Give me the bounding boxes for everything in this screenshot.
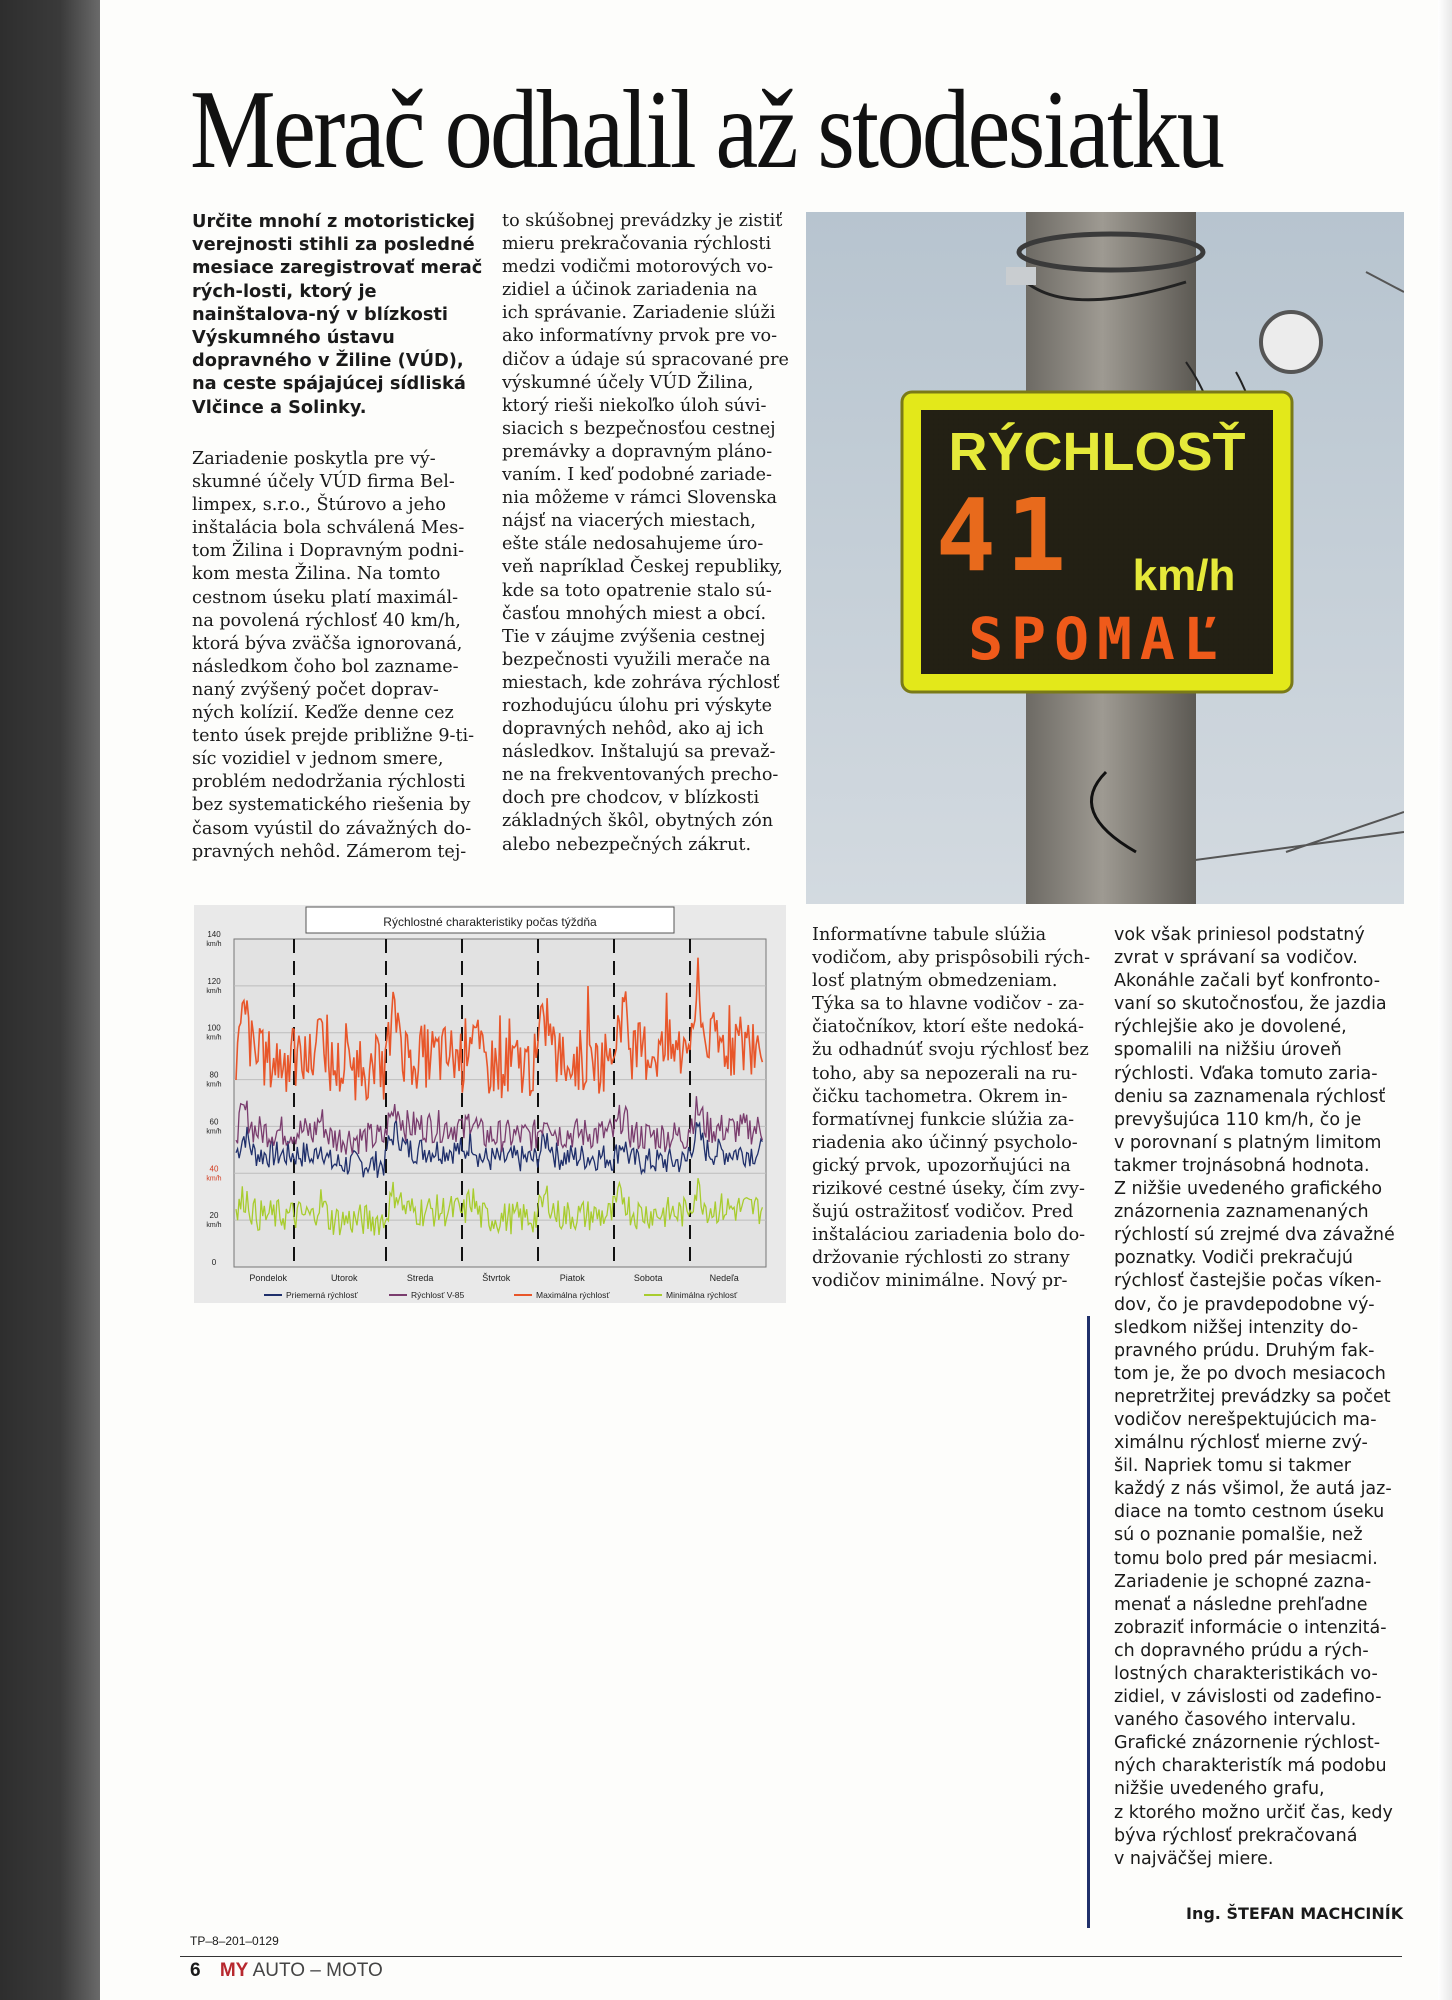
text-line: Akonáhle začali byť konfronto- <box>1114 971 1381 992</box>
chart-svg <box>194 905 786 1303</box>
text-line: čičku tachometra. Okrem in- <box>812 1086 1068 1107</box>
text-line: losť platným obmedzeniam. <box>812 971 1058 992</box>
page-number: 6 <box>190 1960 201 1981</box>
text-line: doch pre chodcov, v blízkosti <box>502 788 760 809</box>
text-line: v najväčšej miere. <box>1114 1848 1274 1869</box>
text-line: diace na tomto cestnom úseku <box>1114 1502 1385 1523</box>
text-line: dov, čo je pravdepodobne vý- <box>1114 1294 1375 1315</box>
article-code: TP–8–201–0129 <box>190 1934 279 1948</box>
text-line: výskumné účely VÚD Žilina, <box>502 372 754 393</box>
text-line: ných charakteristík má podobu <box>1114 1756 1387 1777</box>
text-line: alebo nebezpečných zákrut. <box>502 834 752 855</box>
text-line: veň napríklad Českej republiky, <box>502 557 783 578</box>
x-tick-label: Streda <box>406 1273 434 1283</box>
footer-rule <box>180 1956 1402 1957</box>
text-line: vodičov minimálne. Nový pr- <box>812 1271 1068 1292</box>
text-line: dopravných nehôd, ako aj ich <box>502 719 764 740</box>
y-tick-unit: km/h <box>206 1222 222 1230</box>
text-line: kom mesta Žilina. Na tomto <box>192 564 441 585</box>
text-line: prevyšujúca 110 km/h, čo je <box>1114 1109 1362 1130</box>
x-tick-label: Sobota <box>633 1273 663 1283</box>
headline: Merač odhalil až stodesiatku <box>190 68 1223 192</box>
text-line: tomu bolo pred pár mesiacmi. <box>1114 1548 1378 1569</box>
text-line: zobraziť informácie o intenzitá- <box>1114 1617 1387 1638</box>
text-line: ximálnu rýchlosť mierne zvý- <box>1114 1433 1368 1454</box>
text-line: bez systematického riešenia by <box>192 795 471 816</box>
text-line: medzi vodičmi motorových vo- <box>502 257 774 278</box>
text-line: zidiel, v závislosti od zadefino- <box>1114 1687 1382 1708</box>
text-line: Grafické znázornenie rýchlost- <box>1114 1733 1381 1754</box>
y-tick-unit: km/h <box>206 941 222 948</box>
text-line: Tie v záujme zvýšenia cestnej <box>502 626 766 647</box>
text-line: dičov a údaje sú spracované pre <box>502 349 789 370</box>
sign-title: RÝCHLOSŤ <box>948 422 1246 482</box>
text-line: limpex, s.r.o., Štúrovo a jeho <box>192 495 446 516</box>
text-line: žu odhadnúť svoju rýchlosť bez <box>812 1040 1089 1061</box>
text-line: sledkom nižšej intenzity do- <box>1114 1317 1359 1338</box>
text-line: ktorá býva zväčša ignorovaná, <box>192 633 463 654</box>
text-line: na povolená rýchlosť 40 km/h, <box>192 610 461 631</box>
column-4 <box>1114 924 1414 1871</box>
text-line: rýchlosti. Vďaka tomuto zaria- <box>1114 1063 1378 1084</box>
text-line: to skúšobnej prevádzky je zistiť <box>502 211 783 231</box>
text-line: menať a následne prehľadne <box>1114 1594 1368 1615</box>
sign-speed: 41 <box>935 477 1077 594</box>
column-2 <box>502 210 797 857</box>
section-name: AUTO – MOTO <box>252 1960 383 1981</box>
y-tick-label: 60 <box>209 1117 219 1127</box>
x-tick-label: Utorok <box>330 1273 358 1283</box>
text-line: ich správanie. Zariadenie slúži <box>502 303 776 324</box>
y-tick-unit: km/h <box>206 1128 222 1136</box>
y-tick-unit: km/h <box>206 987 222 995</box>
y-tick-label: 80 <box>209 1070 219 1080</box>
text-line: znázornenia zaznamenaných <box>1114 1202 1369 1223</box>
y-tick-label: 20 <box>209 1211 219 1221</box>
text-line: pravného prúdu. Druhým fak- <box>1114 1340 1375 1361</box>
text-line: bezpečnosti využili merače na <box>502 649 771 670</box>
text-line: vaní so skutočnosťou, že jazdia <box>1114 994 1387 1015</box>
y-tick-unit: km/h <box>206 1034 222 1042</box>
column-rule <box>1087 1316 1090 1928</box>
chart-title: Rýchlostné charakteristiky počas týždňa <box>383 915 597 929</box>
text-line: čiatočníkov, ktorí ešte nedoká- <box>812 1017 1084 1038</box>
text-line: ných kolízií. Keďže denne cez <box>192 703 454 724</box>
text-line: miestach, kde zohráva rýchlosť <box>502 672 780 693</box>
text-line: sú o poznanie pomalšie, než <box>1114 1525 1363 1546</box>
text-line: šil. Napriek tomu si takmer <box>1114 1456 1351 1477</box>
text-line: inštalácia bola schválená Mes- <box>192 518 465 539</box>
x-tick-label: Štvrtok <box>482 1273 511 1283</box>
x-tick-label: Piatok <box>559 1273 585 1283</box>
text-line: z ktorého možno určiť čas, kedy <box>1114 1802 1393 1823</box>
text-line: rýchlosť častejšie počas víken- <box>1114 1271 1382 1292</box>
text-line: pravných nehôd. Zámerom tej- <box>192 841 467 862</box>
text-line: každý z nás všimol, že autá jaz- <box>1114 1479 1392 1500</box>
sign-message: SPOMAĽ <box>968 605 1226 673</box>
speed-chart <box>194 905 786 1303</box>
text-line: vaním. I keď podobné zariade- <box>502 465 772 486</box>
text-line: ako informatívny prvok pre vo- <box>502 326 778 347</box>
text-line: základných škôl, obytných zón <box>502 811 774 832</box>
text-line: Týka sa to hlavne vodičov - za- <box>812 994 1085 1015</box>
legend-label: Priemerná rýchlosť <box>286 1290 358 1300</box>
folio <box>190 1960 383 1982</box>
sign-unit: km/h <box>1132 551 1236 600</box>
text-line: rýchlejšie ako je dovolené, <box>1114 1017 1347 1038</box>
text-line: síc vozidiel v jednom smere, <box>192 749 444 770</box>
text-line: premávky a dopravným pláno- <box>502 441 773 462</box>
text-line: Informatívne tabule slúžia <box>812 925 1047 945</box>
text-line: Zariadenie je schopné zazna- <box>1114 1571 1372 1592</box>
text-line: tento úsek prejde približne 9-ti- <box>192 726 475 747</box>
text-line: vaného časového intervalu. <box>1114 1710 1357 1731</box>
text-line: mieru prekračovania rýchlosti <box>502 234 772 255</box>
y-tick-unit: km/h <box>206 1081 222 1089</box>
text-line: problém nedodržania rýchlosti <box>192 772 466 793</box>
text-line: ne na frekventovaných precho- <box>502 765 779 786</box>
legend-label: Rýchlosť V-85 <box>411 1290 465 1300</box>
column-1 <box>192 448 482 864</box>
x-tick-label: Nedeľa <box>709 1273 739 1283</box>
scan-edge <box>0 0 100 2000</box>
text-line: časťou mnohých miest a obcí. <box>502 603 767 624</box>
text-line: formatívnej funkcie slúžia za- <box>812 1109 1075 1130</box>
text-line: Zariadenie poskytla pre vý- <box>192 449 436 469</box>
brand-mark: MY <box>219 1960 249 1981</box>
legend-label: Maximálna rýchlosť <box>536 1290 610 1300</box>
text-line: vok však priniesol podstatný <box>1114 925 1365 945</box>
text-line: takmer trojnásobná hodnota. <box>1114 1155 1370 1176</box>
scan-edge-right <box>1438 0 1452 2000</box>
column-3 <box>812 924 1102 1294</box>
text-line: nepretržitej prevádzky sa počet <box>1114 1386 1391 1407</box>
text-line: rozhodujúcu úlohu pri výskyte <box>502 695 773 716</box>
text-line: ktorý rieši niekoľko úloh súvi- <box>502 395 767 416</box>
text-line: rýchlostí sú zrejmé dva závažné <box>1114 1225 1395 1246</box>
text-line: siacich s bezpečnosťou cestnej <box>502 418 776 439</box>
text-line: tom je, že po dvoch mesiacoch <box>1114 1363 1386 1384</box>
text-line: riadenia ako účinný psycholo- <box>812 1132 1078 1153</box>
y-tick-label: 120 <box>207 976 221 986</box>
text-line: lostných charakteristikách vo- <box>1114 1664 1378 1684</box>
text-line: následkov. Inštalujú sa prevaž- <box>502 742 776 763</box>
text-line: skumné účely VÚD firma Bel- <box>192 472 455 493</box>
text-line: nia môžeme v rámci Slovenska <box>502 488 778 509</box>
y-tick-unit: km/h <box>206 1175 222 1183</box>
text-line: vodičom, aby prispôsobili rých- <box>812 948 1091 969</box>
y-tick-label: 140 <box>207 930 221 939</box>
text-line: toho, aby sa nepozerali na ru- <box>812 1063 1078 1084</box>
text-line: držovanie rýchlosti zo strany <box>812 1248 1070 1269</box>
y-tick-label: 0 <box>211 1258 217 1267</box>
text-line: následkom čoho bol zazname- <box>192 656 459 677</box>
text-line: naný zvýšený počet doprav- <box>192 679 439 700</box>
text-line: šujú ostražitosť vodičov. Pred <box>812 1202 1074 1223</box>
text-line: časom vyústil do závažných do- <box>192 818 472 839</box>
text-line: kde sa toto opatrenie stalo sú- <box>502 580 772 601</box>
legend-label: Minimálna rýchlosť <box>666 1290 738 1300</box>
author-byline: Ing. ŠTEFAN MACHCINÍK <box>1186 1904 1404 1923</box>
lead-paragraph: Určite mnohí z motoristickej verejnosti stihli za posledné mesiace zaregistrovať merač rých-losti, ktorý je nainštalova-ný v blízkosti Výskumného ústavu dopravného v Žiline (VÚD), na ceste spájajúcej sídliská Vlčince a Solinky. <box>192 211 483 418</box>
photo-illustration <box>806 212 1404 904</box>
text-line: býva rýchlosť prekračovaná <box>1114 1825 1358 1846</box>
speed-sign-photo <box>806 212 1404 904</box>
x-tick-label: Pondelok <box>249 1273 287 1283</box>
text-line: ch dopravného prúdu a rých- <box>1114 1640 1369 1661</box>
text-line: Z nižšie uvedeného grafického <box>1114 1179 1383 1200</box>
text-line: gický prvok, upozorňujúci na <box>812 1155 1071 1176</box>
text-line: deniu sa zaznamenala rýchlosť <box>1114 1086 1386 1107</box>
text-line: zidiel a účinok zariadenia na <box>502 280 758 301</box>
text-line: v porovnaní s platným limitom <box>1114 1132 1382 1153</box>
text-line: inštaláciou zariadenia bolo do- <box>812 1225 1086 1246</box>
text-line: ešte stále nedosahujeme úro- <box>502 534 764 555</box>
text-line: nájsť na viacerých miestach, <box>502 511 756 532</box>
text-line: vodičov nerešpektujúcich ma- <box>1114 1409 1377 1430</box>
y-tick-label: 100 <box>207 1023 221 1033</box>
text-line: poznatky. Vodiči prekračujú <box>1114 1248 1353 1269</box>
text-line: nižšie uvedeného grafu, <box>1114 1779 1325 1800</box>
y-tick-label: 40 <box>209 1164 219 1174</box>
text-line: tom Žilina i Dopravným podni- <box>192 541 465 562</box>
text-line: zvrat v správaní sa vodičov. <box>1114 948 1358 969</box>
text-line: rizikové cestné úseky, čím zvy- <box>812 1179 1085 1200</box>
text-line: cestnom úseku platí maximál- <box>192 587 459 608</box>
text-line: spomalili na nižšiu úroveň <box>1114 1040 1342 1061</box>
